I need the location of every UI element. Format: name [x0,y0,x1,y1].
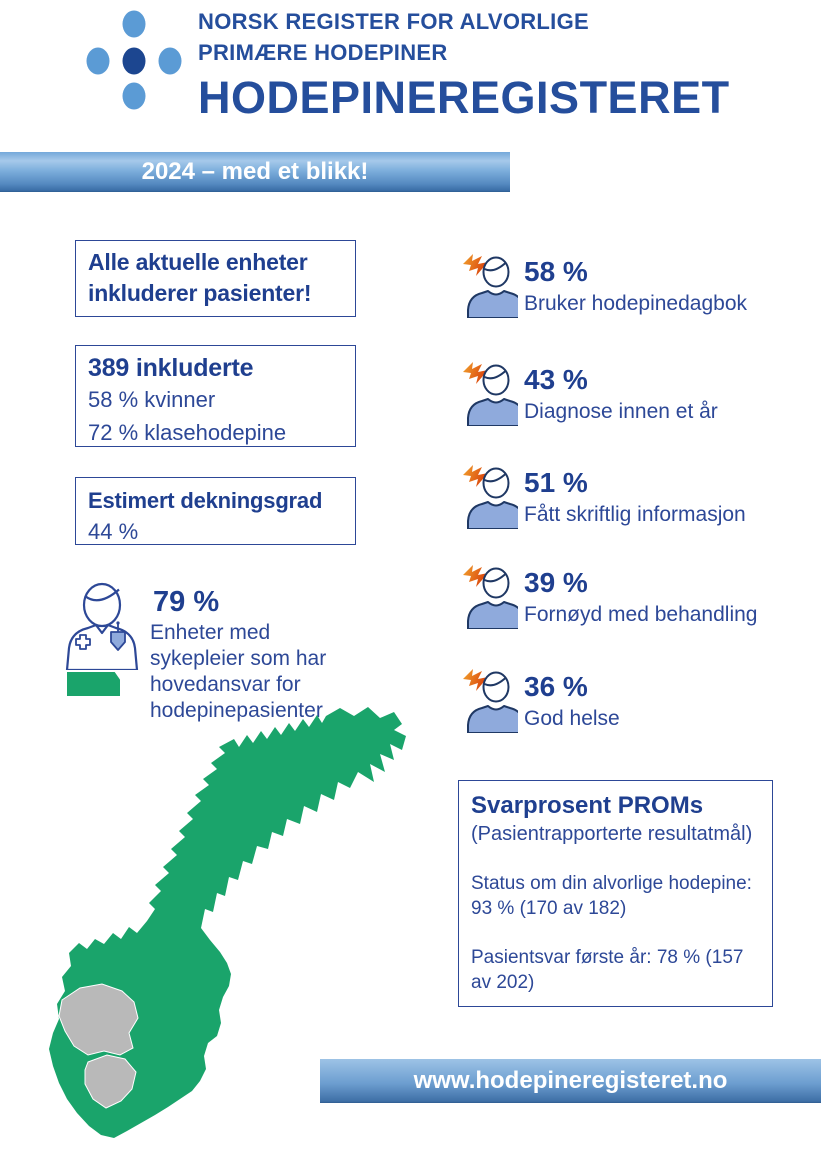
headache-person-icon [462,252,518,318]
included-line1: 58 % kvinner [88,387,216,412]
proms-firstyear-line1: Pasientsvar første år: 78 % (157 [471,947,744,968]
proms-box [458,780,773,1007]
stat-label: God helse [524,707,620,730]
nurse-icon [62,580,142,670]
year-banner-text: 2024 – med et blikk! [141,158,369,185]
footer-banner [320,1059,821,1103]
headache-person-icon [462,667,518,733]
included-box [75,345,356,447]
coverage-title: Estimert dekningsgrad [88,488,323,513]
nurse-line1: Enheter med [150,621,271,644]
headache-person-icon [462,360,518,426]
proms-firstyear-line2: av 202) [471,972,535,993]
stat-good-health [462,667,802,739]
stat-percent: 39 % [524,567,588,598]
stat-headache-diary [462,252,802,324]
logo-title: HODEPINEREGISTERET [198,72,730,123]
units-line1: Alle aktuelle enheter [88,249,308,275]
year-banner [0,152,510,192]
proms-title: Svarprosent PROMs [471,792,704,819]
included-line2: 72 % klasehodepine [88,420,287,445]
logo-text-block [198,6,730,122]
included-title: 389 inkluderte [88,354,254,382]
stat-label: Bruker hodepinedagbok [524,292,748,315]
units-line2: inkluderer pasienter! [88,280,312,306]
proms-subtitle: (Pasientrapporterte resultatmål) [471,823,753,845]
units-box [75,240,356,317]
stat-label: Fornøyd med behandling [524,603,758,626]
stat-label: Fått skriftlig informasjon [524,503,746,526]
logo-subtitle-line1: NORSK REGISTER FOR ALVORLIGE [198,9,589,34]
logo-dots-icon [80,5,184,111]
map-legend-swatch [67,672,120,696]
footer-url[interactable]: www.hodepineregisteret.no [413,1067,728,1094]
nurse-line3: hovedansvar for [150,673,301,696]
proms-status-line1: Status om din alvorlige hodepine: [471,873,752,894]
stat-percent: 51 % [524,467,588,498]
stat-diagnosis-within-year [462,360,802,432]
stat-label: Diagnose innen et år [524,400,718,423]
stat-percent: 58 % [524,256,588,287]
stat-satisfied-treatment [462,563,802,635]
nurse-percent: 79 % [153,586,220,618]
coverage-box [75,477,356,545]
headache-person-icon [462,463,518,529]
nurse-line2: sykepleier som har [150,647,327,670]
nurse-line4: hodepinepasienter [150,699,323,722]
proms-status-line2: 93 % (170 av 182) [471,898,627,919]
logo-subtitle-line2: PRIMÆRE HODEPINER [198,40,448,65]
coverage-value: 44 % [88,519,139,544]
stat-written-information [462,463,802,535]
stat-percent: 43 % [524,364,588,395]
headache-person-icon [462,563,518,629]
stat-percent: 36 % [524,671,588,702]
